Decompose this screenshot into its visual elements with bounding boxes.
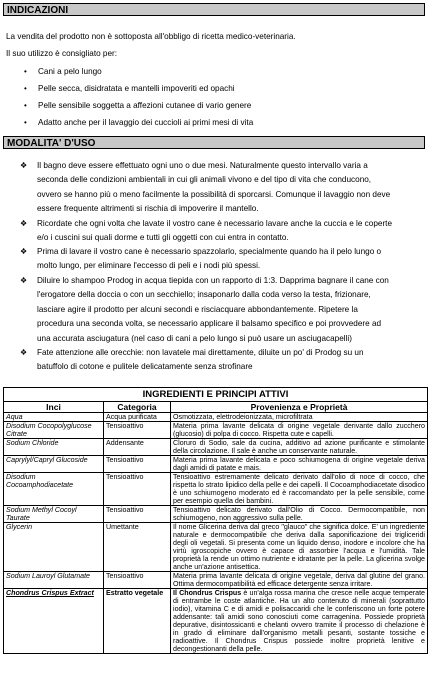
inci-cell: Disodium Cocopolyglucose Citrate: [4, 422, 104, 439]
diamond-bullet-icon: ❖: [20, 219, 28, 228]
column-header-categoria: Categoria: [104, 402, 171, 413]
intro-line-1: La vendita del prodotto non è sottoposta all'obbligo di ricetta medico-veterinaria.: [6, 32, 296, 41]
properties-cell: Materia prima lavante delicata e poco schiumogena di origine vegetale deriva dagli amidi di patate e mais.: [171, 456, 428, 473]
category-cell: Umettante: [104, 523, 171, 572]
properties-cell: Tensioattivo estremamente delicato derivato dall'olio di noce di cocco, che rispetta lo strato lipidico della pelle e dei capelli. Il Cocoamphodiacetate disodico è uno schiumogeno moderato ed è raccomandato per la pelle sensibile, come per esempio quella dei bambini.: [171, 473, 428, 506]
bullet-icon: •: [24, 84, 27, 93]
diamond-bullet-icon: ❖: [20, 348, 28, 357]
category-cell: Acqua purificata: [104, 413, 171, 422]
list-item: Pelle secca, disidratata e mantelli impoveriti ed opachi: [38, 84, 235, 93]
table-row: [4, 422, 428, 439]
diamond-bullet-icon: ❖: [20, 276, 28, 285]
properties-cell: Materia prima lavante delicata di origine vegetale derivante dallo zucchero (glucosio) di polpa di cocco. Rispetta cute e capelli.: [171, 422, 428, 439]
usage-paragraph: Diluire lo shampoo Prodog in acqua tiepida con un rapporto di 1:3. Dapprima bagnare il cane con l'erogatore della doccia o con un secchiello; insaponarlo dalla coda verso la testa, frizionare, lasciare agire il prodotto per alcuni secondi e risciacquare abbondantemente. Ripetere la procedura una seconda volta, se necessario applicare il balsamo specifico e poi provvedere ad una accurata asciugatura (nel caso di cani a pelo lungo si può usare un asciugacapelli): [37, 276, 389, 343]
list-item: Cani a pelo lungo: [38, 67, 102, 76]
usage-paragraph: Ricordate che ogni volta che lavate il vostro cane è necessario lavare anche la cuccia e le coperte e/o i cuscini sui quali dorme e tutti gli oggetti con cui entra in contatto.: [37, 219, 392, 243]
properties-cell: Materia prima lavante delicata di origine vegetale, deriva dal glutine del grano. Ottima dermocompatibilità ed efficace detergente senza irritare.: [171, 572, 428, 589]
table-row: [4, 572, 428, 589]
ingredients-table: [3, 387, 428, 654]
category-cell: Estratto vegetale: [104, 589, 171, 654]
bullet-icon: •: [24, 67, 27, 76]
bullet-icon: •: [24, 101, 27, 110]
properties-cell: Cloruro di Sodio, sale da cucina, additivo ad azione purificante e stimolante della circolazione. Il sale è anche un conservante naturale.: [171, 439, 428, 456]
properties-cell: [171, 589, 428, 654]
properties-text: è un'alga rossa marina che cresce nelle acque temperate di entrambe le coste atlantiche. Ha un alto contenuto di minerali (soprattutto iodio), vitamina C e di amidi e polisaccaridi che le conferiscono un forte potere addensante: tali amidi sono conosciuti come carragenina. Possiede proprietà depurative, disintossicanti e chelanti ovvero tramite il processo di chelazione è in grado di eliminare dall'organismo metalli pesanti, sostante tossiche e radioattive. Il Chondrus Crispus possiede inoltre proprietà lenitive e decongestionanti della pelle.: [173, 589, 425, 653]
table-row: [4, 589, 428, 654]
category-cell: Tensioattivo: [104, 572, 171, 589]
usage-paragraph: Prima di lavare il vostro cane è necessario spazzolarlo, specialmente quando ha il pelo lungo o molto lungo, per eliminare l'eccesso di peli e i nodi più spessi.: [37, 247, 382, 271]
list-item: Adatto anche per il lavaggio dei cuccioli ai primi mesi di vita: [38, 118, 254, 127]
inci-cell: Sodium Methyl Cocoyl Taurate: [4, 506, 104, 523]
category-cell: Tensioattivo: [104, 422, 171, 439]
category-cell: Addensante: [104, 439, 171, 456]
table-row: [4, 413, 428, 422]
table-title: INGREDIENTI E PRINCIPI ATTIVI: [4, 388, 428, 402]
section-heading-modalita: MODALITA' D'USO: [3, 136, 425, 149]
intro-line-2: Il suo utilizzo è consigliato per:: [6, 49, 118, 58]
column-header-inci: Inci: [4, 402, 104, 413]
properties-lead: Il Chondrus Crispus: [173, 589, 242, 597]
inci-cell: Chondrus Crispus Extract: [4, 589, 104, 654]
category-cell: Tensioattivo: [104, 506, 171, 523]
table-row: [4, 523, 428, 572]
table-row: [4, 439, 428, 456]
list-item: Pelle sensibile soggetta a affezioni cutanee di vario genere: [38, 101, 252, 110]
section-heading-indicazioni: INDICAZIONI: [3, 3, 425, 16]
usage-paragraph: Il bagno deve essere effettuato ogni uno o due mesi. Naturalmente questo intervallo varia a seconda delle condizioni ambientali in cui gli animali vivono e del tipo di vita che conducono, ovvero se hanno più o meno facilmente la possibilità di sporcarsi. Comunque il lavaggio non deve essere frequente altrimenti si rischia di impoverire il mantello.: [37, 161, 391, 214]
inci-cell: Aqua: [4, 413, 104, 422]
table-row: [4, 456, 428, 473]
diamond-bullet-icon: ❖: [20, 161, 28, 170]
properties-cell: Osmotizzata, elettrodeionizzata, microfiltrata: [171, 413, 428, 422]
properties-cell: Il nome Glicerina deriva dal greco "glauco" che significa dolce. E' un ingrediente naturale e dermocompatibile che deriva dalla saponificazione dei trigliceridi degli oli vegetali. Si presenta come un liquido denso, inodore e incolore che ha virtù igroscopiche ovvero è capace di assorbire l'acqua e l'umidità. Tale proprietà la rende un ottimo nutriente e idratante per la pelle. La glicerina svolge anche un'azione antisettica.: [171, 523, 428, 572]
bullet-icon: •: [24, 118, 27, 127]
usage-paragraph: Fate attenzione alle orecchie: non lavatele mai direttamente, diluite un po' di Prodog su un batuffolo di cotone e pulitele delicatamente senza strofinare: [37, 348, 364, 372]
properties-cell: Tensioattivo delicato derivato dall'Olio di Cocco. Dermocompatibile, non schiumogeno, non aggressivo sulla pelle.: [171, 506, 428, 523]
table-row: [4, 473, 428, 506]
inci-cell: Glycerin: [4, 523, 104, 572]
inci-cell: Sodium Lauroyl Glutamate: [4, 572, 104, 589]
inci-cell: Sodium Chloride: [4, 439, 104, 456]
inci-cell: Disodium Cocoamphodiacetate: [4, 473, 104, 506]
inci-cell: Caprylyl/Capryl Glucoside: [4, 456, 104, 473]
table-row: [4, 506, 428, 523]
column-header-provenienza: Provenienza e Proprietà: [171, 402, 428, 413]
category-cell: Tensioattivo: [104, 456, 171, 473]
diamond-bullet-icon: ❖: [20, 247, 28, 256]
category-cell: Tensioattivo: [104, 473, 171, 506]
